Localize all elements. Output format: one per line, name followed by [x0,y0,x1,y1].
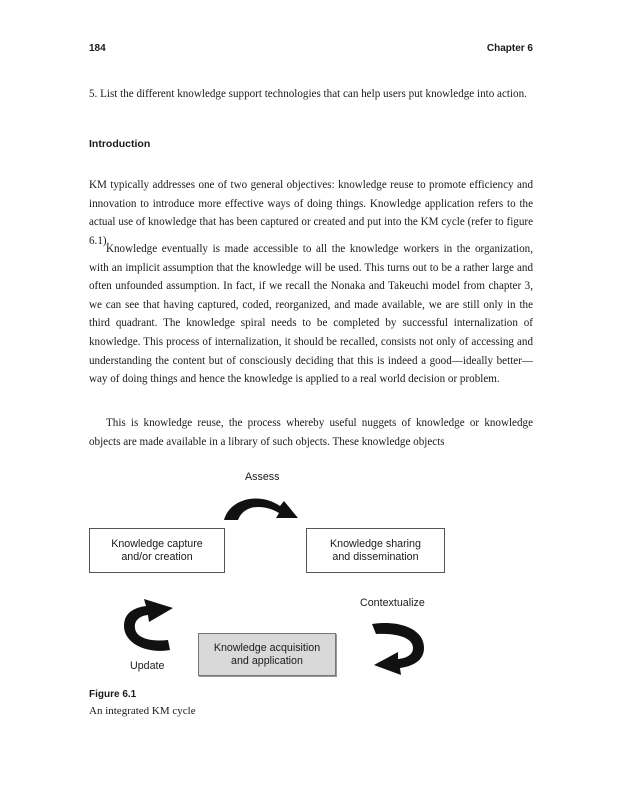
section-heading: Introduction [89,138,151,150]
intro-list-item: 5. List the different knowledge support technologies that can help users put knowledge into action. [89,88,527,100]
box-knowledge-capture-text: Knowledge capture and/or creation [111,537,203,563]
paragraph-3: This is knowledge reuse, the process whereby useful nuggets of knowledge or knowledge objects are made available in a library of such objects. These knowledge objects [89,417,533,448]
assess-label: Assess [245,471,280,483]
box-knowledge-acquisition-text: Knowledge acquisition and application [213,641,321,667]
box-knowledge-sharing [306,528,445,573]
page-number: 184 [89,43,106,54]
box-knowledge-sharing-text: Knowledge sharing and dissemination [330,537,421,563]
contextualize-arrow-icon [368,618,430,678]
box-knowledge-acquisition [198,633,336,676]
figure-caption-title: Figure 6.1 [89,689,137,700]
chapter-label: Chapter 6 [486,43,533,54]
update-arrow-icon [118,596,178,656]
figure-caption-text: An integrated KM cycle [89,705,196,717]
update-label: Update [130,660,165,672]
paragraph-2: Knowledge eventually is made accessible to all the knowledge workers in the organization, with an implicit assumption that the knowledge will be used. This turns out to be a rather large and often unfounded assumption. In fact, if we recall the Nonaka and Takeuchi model from chapter 3, we can see that having captured, coded, reorganized, and made available, we are still only in the third quadrant. The knowledge spiral needs to be completed by successful internalization of knowledge. This process of internalization, it should be recalled, consists not only of accessing and understanding the content but of consciously deciding that this is indeed a good—ideally better—way of doing things and hence the knowledge is applied to a real world decision or problem. [89,243,533,386]
assess-arrow-icon [218,490,308,524]
box-knowledge-capture [89,528,225,573]
contextualize-label: Contextualize [360,597,425,609]
paragraph-1: KM typically addresses one of two general objectives: knowledge reuse to promote efficiency and innovation to introduce more effective ways of doing things. Knowledge application refers to the actual use of knowledge that has been captured or created and put into the KM cycle (refer to figure 6.1). [89,179,533,247]
